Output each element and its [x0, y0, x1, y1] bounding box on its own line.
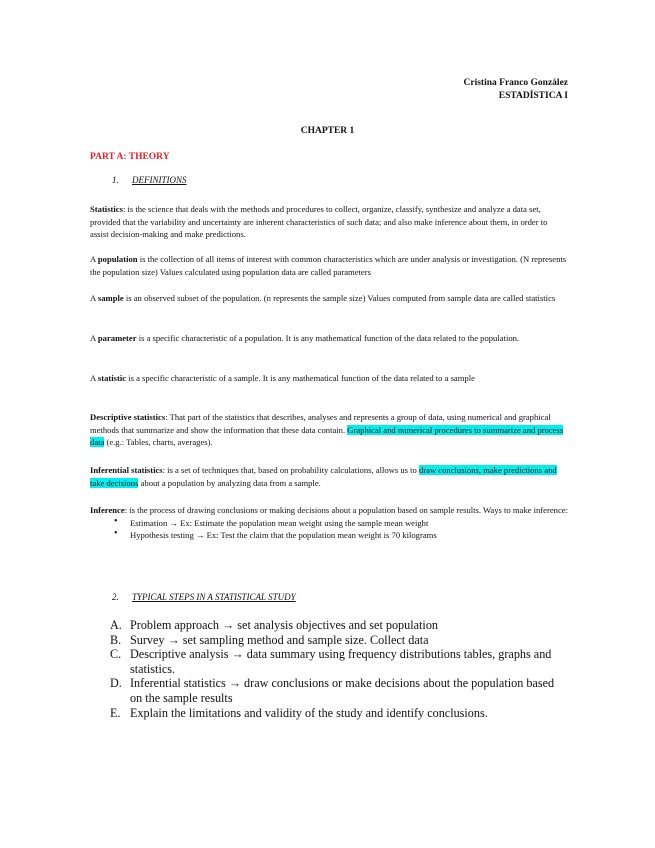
article: A: [90, 293, 98, 303]
list-letter: D.: [110, 676, 122, 691]
definition-text: is a specific characteristic of a population. It is any mathematical function of the data related to the population.: [136, 333, 520, 343]
list-item: [110, 633, 560, 648]
list-item: • Hypothesis testing → Ex: Test the claim that the population mean weight is 70 kilograms: [108, 529, 568, 542]
author-name: Cristina Franco González: [463, 78, 568, 88]
definition-text: : is the process of drawing conclusions or making decisions about a population based on sample results. Ways to make inference:: [124, 505, 568, 515]
chapter-title: CHAPTER 1: [300, 126, 355, 136]
section-heading-definitions: [112, 175, 187, 185]
list-letter: E.: [110, 705, 121, 720]
definition-text-after: about a population by analyzing data from a sample.: [138, 477, 321, 488]
list-letter: C.: [110, 647, 122, 662]
definition-text: is an observed subset of the population. (n represents the sample size) Values computed from sample data are called statistics: [123, 293, 556, 303]
step-text: Descriptive analysis → data summary using frequency distributions tables, graphs and statistics.: [130, 647, 552, 676]
definition-text: : is the science that deals with the methods and procedures to collect, organize, classify, synthesize and analyze a data set, provided that the variability and uncertainty are inherent characteristics of such data; and also make inference about them, in order to assist decision-making and make predictions.: [90, 204, 548, 240]
article: A: [90, 373, 98, 383]
article: A: [90, 254, 98, 264]
definition-population: [90, 253, 568, 278]
definition-inference: [90, 504, 568, 542]
term: Inferential statistics: [90, 465, 163, 475]
definition-inferential-statistics: [90, 464, 568, 489]
list-item: [110, 706, 560, 721]
definition-text: is a specific characteristic of a sample. It is any mathematical function of the data related to a sample: [126, 373, 475, 383]
section-title: DEFINITIONS: [132, 175, 187, 185]
definition-parameter: [90, 332, 568, 345]
definition-text: is the collection of all items of interest with common characteristics which are under analysis or investigation. (N represents the population size) Values calculated using population data are called parameters: [90, 254, 567, 277]
list-letter: B.: [110, 632, 122, 647]
inference-bullet-list: [108, 517, 568, 542]
part-title: PART A: THEORY: [90, 152, 170, 162]
definition-statistics: [90, 203, 568, 241]
highlighted-text: Graphical and numerical procedures to summarize and process data: [90, 424, 564, 448]
section-number: 2.: [112, 592, 119, 602]
step-text: Inferential statistics → draw conclusions or make decisions about the population based on the sample results: [130, 676, 555, 705]
term: population: [97, 254, 138, 264]
step-text: Problem approach → set analysis objectives and set population: [130, 618, 439, 632]
list-letter: A.: [110, 618, 122, 632]
highlighted-text: draw conclusions, make predictions and take decisions: [90, 465, 557, 488]
article: A: [90, 333, 98, 343]
section-number: 1.: [112, 175, 119, 185]
definition-text: : is a set of techniques that, based on probability calculations, allows us to: [162, 465, 419, 475]
list-item: • Estimation → Ex: Estimate the population mean weight using the sample mean weight: [108, 517, 568, 530]
course-name: ESTADÍSTICA I: [498, 91, 568, 101]
list-item: [110, 676, 560, 705]
definition-text: : That part of the statistics that describes, analyses and represents a group of data, using numerical and graphical methods that summarize and show the information that these data contain.: [90, 412, 551, 435]
document-header: [464, 77, 568, 103]
definition-text-after: (e.g.: Tables, charts, averages).: [104, 437, 213, 448]
term: sample: [97, 293, 124, 303]
term: parameter: [97, 333, 137, 343]
step-text: Survey → set sampling method and sample size. Collect data: [130, 632, 429, 647]
section-title: TYPICAL STEPS IN A STATISTICAL STUDY: [132, 592, 296, 602]
definition-statistic: [90, 372, 568, 385]
list-item: [110, 647, 560, 676]
step-text: Explain the limitations and validity of the study and identify conclusions.: [130, 705, 488, 720]
definition-sample: [90, 292, 568, 305]
term: statistic: [97, 373, 127, 383]
list-item: [110, 618, 560, 633]
definition-descriptive-statistics: [90, 411, 568, 449]
term: Descriptive statistics: [90, 412, 166, 422]
term: Inference: [90, 505, 125, 515]
steps-list: [110, 618, 560, 720]
section-heading-steps: [112, 592, 296, 602]
term: Statistics: [90, 204, 123, 214]
